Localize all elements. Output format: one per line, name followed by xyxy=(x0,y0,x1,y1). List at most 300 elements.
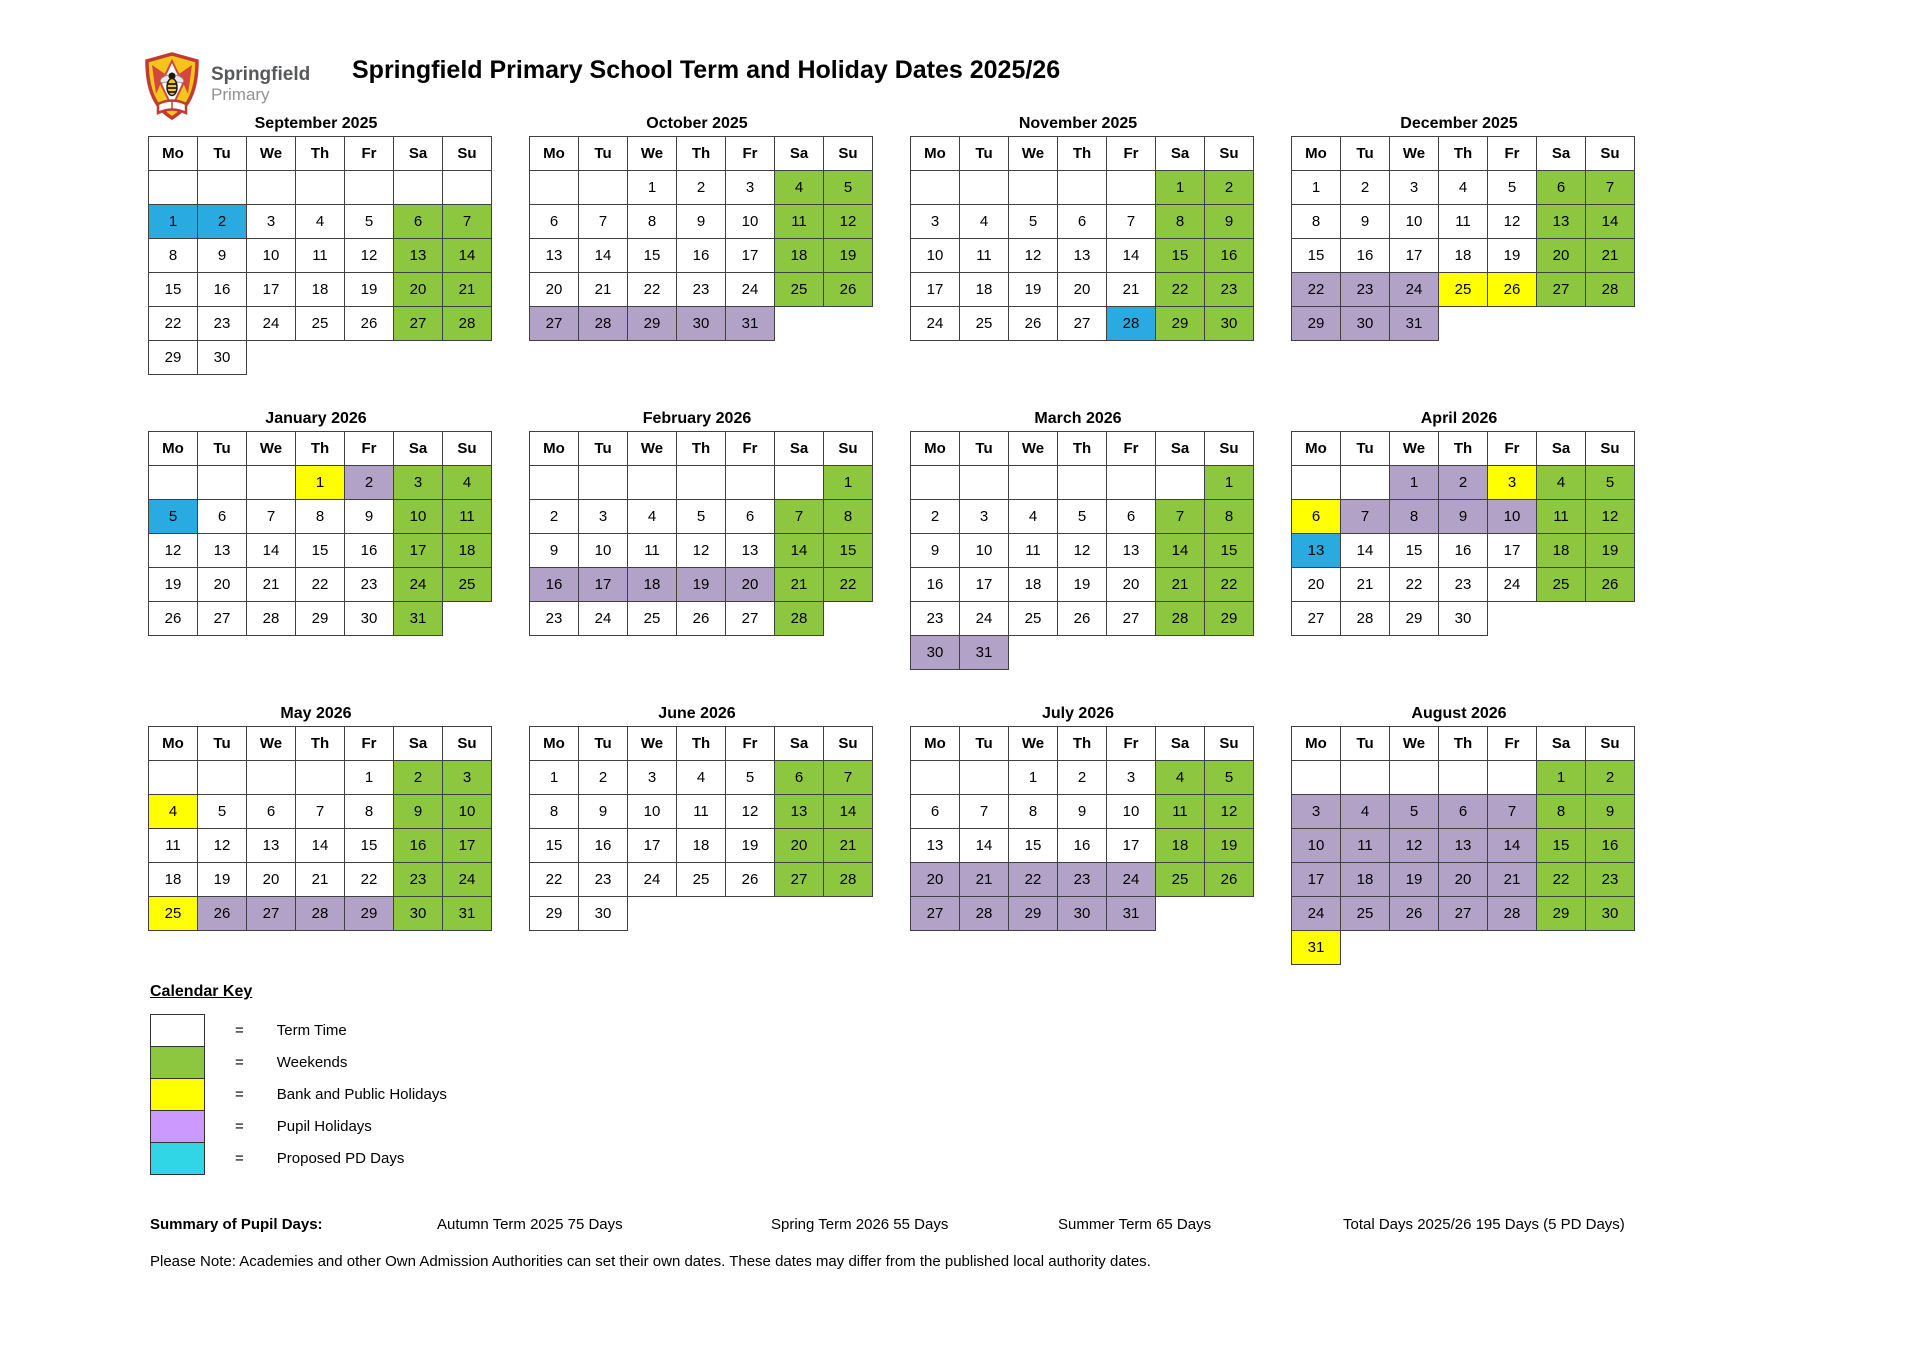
day-cell: 3 xyxy=(960,500,1009,534)
month-title: December 2025 xyxy=(1400,115,1518,132)
day-cell: 14 xyxy=(579,239,628,273)
day-cell: 14 xyxy=(443,239,492,273)
day-header: We xyxy=(1390,137,1439,171)
day-cell: 7 xyxy=(960,795,1009,829)
day-cell: 4 xyxy=(296,205,345,239)
day-header: Su xyxy=(1586,727,1635,761)
day-header: Fr xyxy=(345,432,394,466)
day-cell: 17 xyxy=(1488,534,1537,568)
day-cell: 5 xyxy=(1586,466,1635,500)
day-cell: 17 xyxy=(911,273,960,307)
no-cell xyxy=(443,602,492,636)
month-table xyxy=(910,431,1254,670)
day-cell: 21 xyxy=(1586,239,1635,273)
day-cell: 19 xyxy=(726,829,775,863)
day-cell: 10 xyxy=(628,795,677,829)
day-header: Th xyxy=(677,727,726,761)
day-cell: 4 xyxy=(1009,500,1058,534)
day-cell: 11 xyxy=(1537,500,1586,534)
day-cell: 11 xyxy=(775,205,824,239)
empty-day-cell xyxy=(775,466,824,500)
day-cell: 8 xyxy=(1390,500,1439,534)
day-header: Su xyxy=(824,432,873,466)
day-cell: 12 xyxy=(677,534,726,568)
key-label: Proposed PD Days xyxy=(276,1150,405,1167)
key-swatch xyxy=(150,1014,205,1047)
calendar-grid xyxy=(148,114,1627,999)
day-cell: 9 xyxy=(1205,205,1254,239)
no-cell xyxy=(1205,636,1254,670)
day-cell: 30 xyxy=(579,897,628,931)
day-cell: 3 xyxy=(1390,171,1439,205)
day-cell: 14 xyxy=(1107,239,1156,273)
day-cell: 17 xyxy=(628,829,677,863)
empty-day-cell xyxy=(911,171,960,205)
day-header: Mo xyxy=(1292,432,1341,466)
day-cell: 9 xyxy=(677,205,726,239)
day-header: Mo xyxy=(911,432,960,466)
day-cell: 20 xyxy=(530,273,579,307)
day-header: Tu xyxy=(198,432,247,466)
no-cell xyxy=(1009,636,1058,670)
day-cell: 5 xyxy=(677,500,726,534)
day-cell: 20 xyxy=(1439,863,1488,897)
key-item xyxy=(150,1014,447,1047)
day-cell: 23 xyxy=(1058,863,1107,897)
day-cell: 28 xyxy=(1586,273,1635,307)
day-header: Sa xyxy=(775,432,824,466)
day-cell: 4 xyxy=(1341,795,1390,829)
day-cell: 22 xyxy=(296,568,345,602)
no-cell xyxy=(1488,307,1537,341)
day-cell: 21 xyxy=(443,273,492,307)
month-july-2026 xyxy=(910,704,1246,999)
day-cell: 15 xyxy=(149,273,198,307)
day-header: Th xyxy=(296,137,345,171)
day-cell: 15 xyxy=(1292,239,1341,273)
day-cell: 9 xyxy=(530,534,579,568)
day-cell: 14 xyxy=(247,534,296,568)
day-cell: 16 xyxy=(677,239,726,273)
summary-summer-term: Summer Term 65 Days xyxy=(1058,1216,1212,1233)
day-cell: 25 xyxy=(775,273,824,307)
day-cell: 13 xyxy=(1439,829,1488,863)
empty-day-cell xyxy=(1341,466,1390,500)
day-cell: 12 xyxy=(824,205,873,239)
day-cell: 29 xyxy=(1537,897,1586,931)
day-cell: 26 xyxy=(824,273,873,307)
day-cell: 18 xyxy=(1009,568,1058,602)
day-header: Su xyxy=(443,137,492,171)
day-cell: 4 xyxy=(628,500,677,534)
empty-day-cell xyxy=(1058,466,1107,500)
no-cell xyxy=(1586,931,1635,965)
day-cell: 31 xyxy=(443,897,492,931)
empty-day-cell xyxy=(1488,761,1537,795)
day-cell: 1 xyxy=(824,466,873,500)
no-cell xyxy=(1439,307,1488,341)
day-cell: 13 xyxy=(530,239,579,273)
day-cell: 5 xyxy=(1390,795,1439,829)
day-header: We xyxy=(1009,137,1058,171)
day-cell: 2 xyxy=(677,171,726,205)
month-december-2025 xyxy=(1291,114,1627,409)
day-cell: 25 xyxy=(1439,273,1488,307)
day-cell: 20 xyxy=(1292,568,1341,602)
empty-day-cell xyxy=(1009,171,1058,205)
day-cell: 3 xyxy=(726,171,775,205)
day-cell: 14 xyxy=(1586,205,1635,239)
logo-wordmark xyxy=(211,52,310,120)
day-cell: 2 xyxy=(1439,466,1488,500)
no-cell xyxy=(628,897,677,931)
day-cell: 10 xyxy=(1292,829,1341,863)
empty-day-cell xyxy=(296,171,345,205)
month-table xyxy=(529,136,873,341)
empty-day-cell xyxy=(1341,761,1390,795)
day-cell: 21 xyxy=(1156,568,1205,602)
day-cell: 16 xyxy=(579,829,628,863)
day-cell: 30 xyxy=(1205,307,1254,341)
day-cell: 31 xyxy=(1292,931,1341,965)
day-cell: 10 xyxy=(1488,500,1537,534)
month-august-2026 xyxy=(1291,704,1627,999)
day-header: Mo xyxy=(149,432,198,466)
day-cell: 8 xyxy=(530,795,579,829)
day-cell: 11 xyxy=(296,239,345,273)
day-cell: 25 xyxy=(677,863,726,897)
day-cell: 16 xyxy=(1439,534,1488,568)
key-swatch xyxy=(150,1078,205,1111)
day-header: Su xyxy=(824,727,873,761)
day-cell: 12 xyxy=(1488,205,1537,239)
day-cell: 30 xyxy=(1341,307,1390,341)
day-cell: 15 xyxy=(1156,239,1205,273)
day-cell: 28 xyxy=(824,863,873,897)
day-cell: 23 xyxy=(1205,273,1254,307)
day-cell: 5 xyxy=(149,500,198,534)
day-cell: 19 xyxy=(677,568,726,602)
day-cell: 10 xyxy=(443,795,492,829)
day-cell: 18 xyxy=(443,534,492,568)
day-cell: 6 xyxy=(1439,795,1488,829)
day-header: Mo xyxy=(530,137,579,171)
day-header: We xyxy=(1390,727,1439,761)
month-title: November 2025 xyxy=(1018,115,1138,132)
day-cell: 31 xyxy=(960,636,1009,670)
day-cell: 20 xyxy=(198,568,247,602)
empty-day-cell xyxy=(345,171,394,205)
day-header: Fr xyxy=(345,137,394,171)
empty-day-cell xyxy=(530,466,579,500)
day-cell: 28 xyxy=(579,307,628,341)
page-title: Springfield Primary School Term and Holiday Dates 2025/26 xyxy=(352,56,1061,84)
empty-day-cell xyxy=(960,466,1009,500)
month-may-2026 xyxy=(148,704,484,999)
month-title: October 2025 xyxy=(646,115,748,132)
day-cell: 11 xyxy=(677,795,726,829)
day-cell: 11 xyxy=(1156,795,1205,829)
day-header: Sa xyxy=(394,137,443,171)
day-header: Th xyxy=(1439,432,1488,466)
day-cell: 3 xyxy=(579,500,628,534)
day-cell: 15 xyxy=(1205,534,1254,568)
day-cell: 23 xyxy=(1586,863,1635,897)
day-cell: 11 xyxy=(960,239,1009,273)
day-cell: 18 xyxy=(1341,863,1390,897)
day-cell: 30 xyxy=(677,307,726,341)
day-cell: 19 xyxy=(1009,273,1058,307)
day-cell: 29 xyxy=(1156,307,1205,341)
day-cell: 20 xyxy=(1058,273,1107,307)
no-cell xyxy=(1537,307,1586,341)
day-cell: 23 xyxy=(579,863,628,897)
day-cell: 12 xyxy=(149,534,198,568)
day-cell: 22 xyxy=(1390,568,1439,602)
day-cell: 27 xyxy=(394,307,443,341)
day-cell: 7 xyxy=(579,205,628,239)
day-cell: 2 xyxy=(911,500,960,534)
day-header: We xyxy=(628,137,677,171)
day-cell: 21 xyxy=(1107,273,1156,307)
day-header: We xyxy=(1009,432,1058,466)
day-cell: 29 xyxy=(1205,602,1254,636)
day-cell: 9 xyxy=(1341,205,1390,239)
day-header: Sa xyxy=(394,727,443,761)
day-cell: 2 xyxy=(198,205,247,239)
day-cell: 10 xyxy=(1107,795,1156,829)
day-cell: 23 xyxy=(911,602,960,636)
day-cell: 26 xyxy=(1390,897,1439,931)
day-header: Th xyxy=(677,137,726,171)
day-cell: 2 xyxy=(579,761,628,795)
day-cell: 25 xyxy=(1341,897,1390,931)
day-cell: 3 xyxy=(628,761,677,795)
day-cell: 19 xyxy=(1586,534,1635,568)
day-cell: 15 xyxy=(1390,534,1439,568)
day-cell: 18 xyxy=(1537,534,1586,568)
day-cell: 22 xyxy=(1205,568,1254,602)
day-cell: 17 xyxy=(579,568,628,602)
day-cell: 13 xyxy=(198,534,247,568)
day-cell: 11 xyxy=(149,829,198,863)
day-cell: 29 xyxy=(149,341,198,375)
day-cell: 14 xyxy=(1341,534,1390,568)
day-cell: 8 xyxy=(1009,795,1058,829)
day-cell: 16 xyxy=(394,829,443,863)
day-cell: 19 xyxy=(1488,239,1537,273)
day-cell: 16 xyxy=(1586,829,1635,863)
day-cell: 4 xyxy=(1156,761,1205,795)
day-cell: 28 xyxy=(775,602,824,636)
day-cell: 25 xyxy=(296,307,345,341)
day-cell: 19 xyxy=(149,568,198,602)
day-cell: 19 xyxy=(824,239,873,273)
day-cell: 25 xyxy=(1009,602,1058,636)
day-header: Sa xyxy=(1156,432,1205,466)
key-label: Term Time xyxy=(276,1022,347,1039)
day-header: Mo xyxy=(911,137,960,171)
month-october-2025 xyxy=(529,114,865,409)
month-table xyxy=(1291,136,1635,341)
empty-day-cell xyxy=(911,466,960,500)
month-title: April 2026 xyxy=(1420,410,1498,427)
day-header: Th xyxy=(1439,137,1488,171)
day-cell: 5 xyxy=(1205,761,1254,795)
day-header: Mo xyxy=(149,727,198,761)
day-cell: 27 xyxy=(247,897,296,931)
day-cell: 8 xyxy=(149,239,198,273)
day-cell: 5 xyxy=(1488,171,1537,205)
day-cell: 27 xyxy=(911,897,960,931)
no-cell xyxy=(1586,602,1635,636)
month-march-2026 xyxy=(910,409,1246,704)
day-cell: 17 xyxy=(726,239,775,273)
day-cell: 3 xyxy=(1292,795,1341,829)
day-cell: 6 xyxy=(247,795,296,829)
day-cell: 11 xyxy=(1009,534,1058,568)
day-cell: 21 xyxy=(1488,863,1537,897)
month-table xyxy=(910,726,1254,931)
empty-day-cell xyxy=(628,466,677,500)
no-cell xyxy=(775,307,824,341)
month-april-2026 xyxy=(1291,409,1627,704)
day-cell: 6 xyxy=(1058,205,1107,239)
empty-day-cell xyxy=(1009,466,1058,500)
day-cell: 29 xyxy=(1009,897,1058,931)
calendar-key-items xyxy=(150,1014,447,1175)
month-january-2026 xyxy=(148,409,484,704)
day-cell: 31 xyxy=(726,307,775,341)
day-header: Th xyxy=(1058,137,1107,171)
day-header: Su xyxy=(1205,727,1254,761)
day-cell: 5 xyxy=(726,761,775,795)
day-cell: 22 xyxy=(345,863,394,897)
day-cell: 8 xyxy=(345,795,394,829)
day-header: We xyxy=(247,137,296,171)
day-cell: 28 xyxy=(443,307,492,341)
day-cell: 24 xyxy=(628,863,677,897)
day-cell: 10 xyxy=(911,239,960,273)
empty-day-cell xyxy=(960,171,1009,205)
day-header: Fr xyxy=(1107,137,1156,171)
empty-day-cell xyxy=(530,171,579,205)
day-cell: 20 xyxy=(775,829,824,863)
day-cell: 8 xyxy=(1205,500,1254,534)
day-header: Mo xyxy=(1292,137,1341,171)
empty-day-cell xyxy=(247,466,296,500)
day-header: Su xyxy=(1205,137,1254,171)
day-cell: 2 xyxy=(1341,171,1390,205)
day-cell: 30 xyxy=(911,636,960,670)
day-header: Sa xyxy=(1537,727,1586,761)
day-header: Mo xyxy=(530,727,579,761)
day-cell: 4 xyxy=(1537,466,1586,500)
day-header: We xyxy=(1009,727,1058,761)
day-cell: 9 xyxy=(1586,795,1635,829)
day-cell: 24 xyxy=(1488,568,1537,602)
no-cell xyxy=(345,341,394,375)
day-cell: 12 xyxy=(198,829,247,863)
day-header: Fr xyxy=(1488,727,1537,761)
day-cell: 4 xyxy=(775,171,824,205)
day-cell: 7 xyxy=(1586,171,1635,205)
day-header: Mo xyxy=(530,432,579,466)
day-cell: 22 xyxy=(149,307,198,341)
day-header: We xyxy=(1390,432,1439,466)
day-cell: 8 xyxy=(628,205,677,239)
day-cell: 10 xyxy=(726,205,775,239)
key-equals: = xyxy=(235,1086,244,1103)
empty-day-cell xyxy=(1292,466,1341,500)
day-cell: 3 xyxy=(1107,761,1156,795)
day-cell: 2 xyxy=(345,466,394,500)
day-cell: 4 xyxy=(677,761,726,795)
day-header: Su xyxy=(1586,432,1635,466)
day-cell: 19 xyxy=(1390,863,1439,897)
month-table xyxy=(1291,726,1635,965)
no-cell xyxy=(726,897,775,931)
empty-day-cell xyxy=(579,466,628,500)
day-header: Tu xyxy=(1341,432,1390,466)
day-header: Su xyxy=(1586,137,1635,171)
empty-day-cell xyxy=(198,761,247,795)
empty-day-cell xyxy=(677,466,726,500)
day-cell: 21 xyxy=(296,863,345,897)
empty-day-cell xyxy=(198,171,247,205)
day-cell: 17 xyxy=(1390,239,1439,273)
month-title: September 2025 xyxy=(254,115,378,132)
day-header: Tu xyxy=(1341,137,1390,171)
school-logo xyxy=(141,52,310,120)
day-cell: 25 xyxy=(1537,568,1586,602)
day-cell: 11 xyxy=(1341,829,1390,863)
day-cell: 6 xyxy=(1107,500,1156,534)
month-november-2025 xyxy=(910,114,1246,409)
empty-day-cell xyxy=(1156,466,1205,500)
day-cell: 24 xyxy=(1107,863,1156,897)
day-header: Fr xyxy=(1488,137,1537,171)
day-cell: 21 xyxy=(775,568,824,602)
day-cell: 1 xyxy=(628,171,677,205)
day-cell: 7 xyxy=(1107,205,1156,239)
month-february-2026 xyxy=(529,409,865,704)
day-cell: 19 xyxy=(345,273,394,307)
day-cell: 19 xyxy=(198,863,247,897)
day-cell: 1 xyxy=(1537,761,1586,795)
day-cell: 11 xyxy=(443,500,492,534)
empty-day-cell xyxy=(1292,761,1341,795)
day-header: We xyxy=(628,432,677,466)
day-header: Tu xyxy=(198,137,247,171)
month-june-2026 xyxy=(529,704,865,999)
no-cell xyxy=(394,341,443,375)
day-cell: 24 xyxy=(1292,897,1341,931)
day-cell: 25 xyxy=(443,568,492,602)
day-cell: 29 xyxy=(530,897,579,931)
day-cell: 13 xyxy=(726,534,775,568)
day-cell: 18 xyxy=(677,829,726,863)
day-cell: 23 xyxy=(198,307,247,341)
day-cell: 25 xyxy=(1156,863,1205,897)
day-cell: 3 xyxy=(1488,466,1537,500)
day-cell: 24 xyxy=(726,273,775,307)
day-cell: 28 xyxy=(247,602,296,636)
day-cell: 2 xyxy=(394,761,443,795)
day-cell: 10 xyxy=(1390,205,1439,239)
day-cell: 22 xyxy=(628,273,677,307)
month-title: August 2026 xyxy=(1411,705,1507,722)
